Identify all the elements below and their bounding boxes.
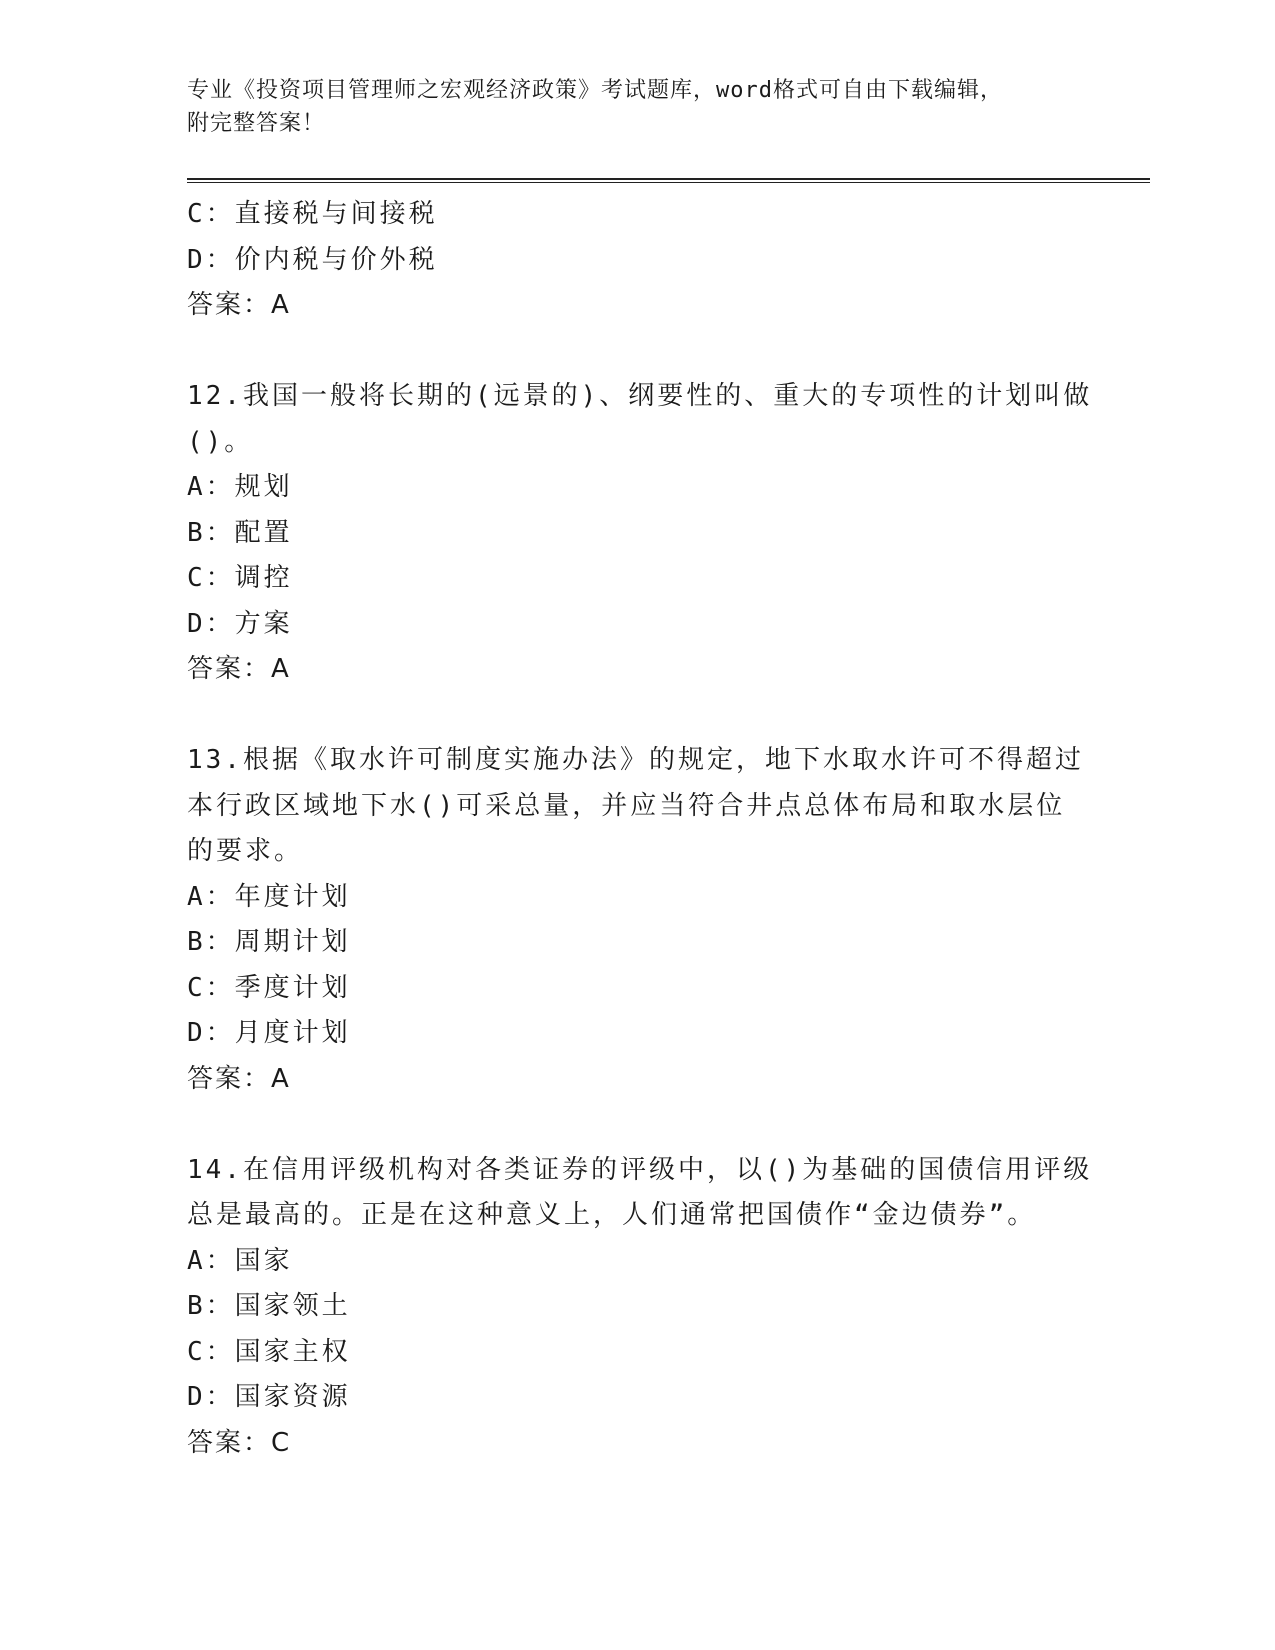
question-13 [187, 738, 1084, 1102]
option-d: D：月度计划 [187, 1018, 351, 1048]
option-c: C：国家主权 [187, 1336, 351, 1367]
question-11-continued [187, 192, 1067, 329]
answer-line: 答案：A [187, 290, 291, 320]
option-b: B：国家领土 [187, 1291, 351, 1321]
document-header [187, 74, 1087, 140]
answer-line: 答案：C [187, 1427, 292, 1458]
option-b: B：配置 [187, 517, 293, 548]
question-stem-line: 总是最高的。正是在这种意义上，人们通常把国债作“金边债券”。 [187, 1200, 1037, 1230]
question-stem-line: 13.根据《取水许可制度实施办法》的规定，地下水取水许可不得超过 [187, 745, 1084, 775]
header-rule-thin [187, 182, 1150, 183]
header-rule-thick [187, 178, 1150, 180]
option-b: B：周期计划 [187, 927, 351, 957]
header-line-1: 专业《投资项目管理师之宏观经济政策》考试题库，word格式可自由下载编辑， [187, 78, 1003, 103]
answer-line: 答案：A [187, 1063, 291, 1094]
option-c: C：直接税与间接税 [187, 199, 438, 229]
question-stem-line: 本行政区域地下水()可采总量，并应当符合井点总体布局和取水层位 [187, 790, 1066, 821]
option-d: D：价内税与价外税 [187, 244, 438, 275]
question-stem-line: 14.在信用评级机构对各类证券的评级中，以()为基础的国债信用评级 [187, 1154, 1093, 1185]
question-14 [187, 1148, 1093, 1467]
question-stem-line: ()。 [187, 426, 254, 457]
option-d: D：国家资源 [187, 1382, 351, 1412]
option-a: A：年度计划 [187, 881, 351, 912]
option-a: A：国家 [187, 1245, 293, 1276]
option-d: D：方案 [187, 608, 293, 639]
option-c: C：调控 [187, 563, 293, 593]
question-12 [187, 374, 1093, 693]
option-a: A：规划 [187, 472, 293, 502]
spacer [187, 329, 1067, 375]
answer-line: 答案：A [187, 654, 291, 684]
spacer [187, 1102, 1067, 1148]
question-list [187, 192, 1093, 1466]
option-c: C：季度计划 [187, 972, 351, 1003]
header-line-2: 附完整答案！ [187, 111, 326, 136]
spacer [187, 693, 1067, 739]
question-stem-line: 12.我国一般将长期的(远景的)、纲要性的、重大的专项性的计划叫做 [187, 381, 1093, 411]
question-stem-line: 的要求。 [187, 836, 304, 866]
